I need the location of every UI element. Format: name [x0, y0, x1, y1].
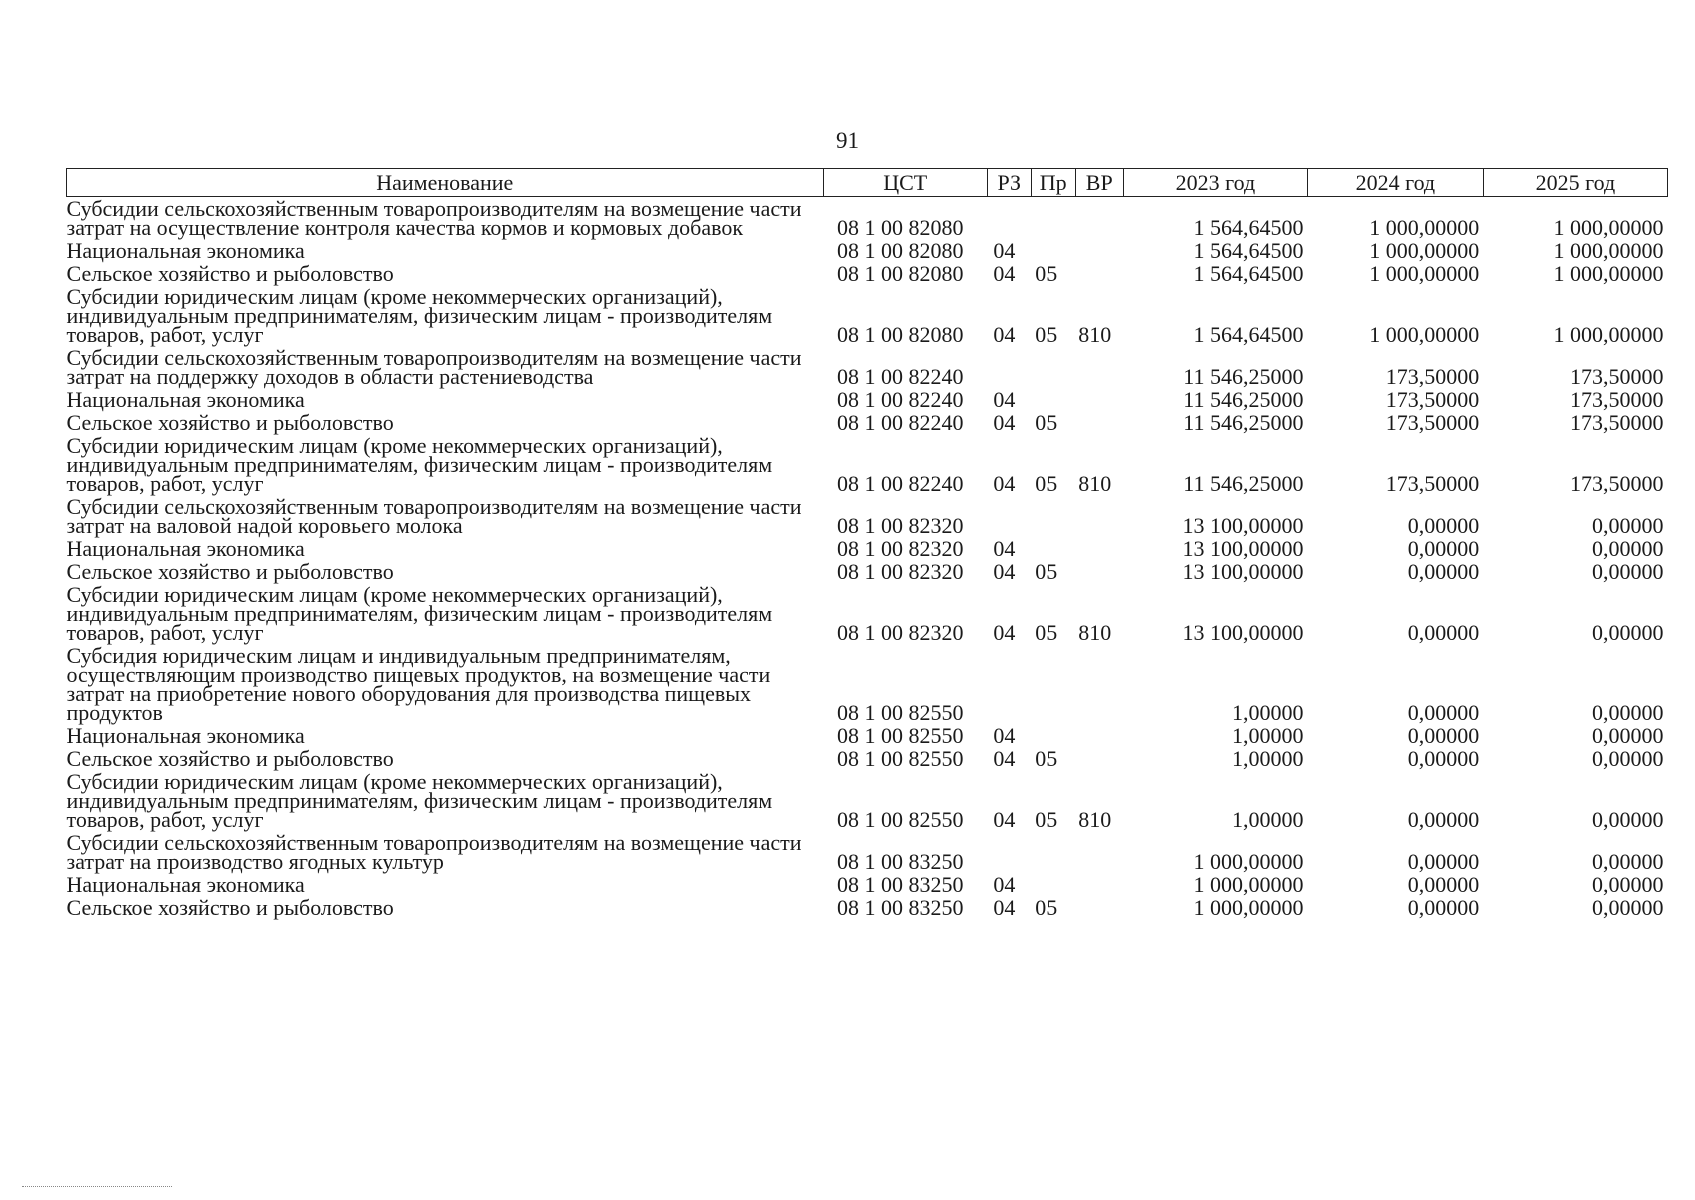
row-rz: 04 — [993, 536, 1016, 561]
row-amount-2024: 173,50000 — [1385, 387, 1480, 412]
row-cst: 08 1 00 82240 — [837, 364, 964, 389]
row-name: Сельское хозяйство и рыболовство — [66, 410, 394, 435]
row-rz: 04 — [993, 471, 1016, 496]
row-name: Сельское хозяйство и рыболовство — [66, 746, 394, 771]
row-amount-2024: 0,00000 — [1407, 807, 1480, 832]
row-amount-2023: 1,00000 — [1231, 746, 1304, 771]
row-pr: 05 — [1035, 895, 1058, 920]
row-pr — [1031, 347, 1075, 389]
row-pr: 05 — [1035, 620, 1058, 645]
row-amount-2024: 0,00000 — [1407, 536, 1480, 561]
row-amount-2024: 0,00000 — [1407, 620, 1480, 645]
table-row — [67, 771, 1668, 832]
row-vr — [1075, 874, 1123, 897]
row-rz: 04 — [993, 620, 1016, 645]
row-pr: 05 — [1035, 746, 1058, 771]
row-name: Субсидия юридическим лицам и индивидуальным предпринимателям, осуществляющим производство пищевых продуктов, на возмещение части затрат на приобретение нового оборудования для производства пищевых продуктов — [66, 643, 771, 725]
row-name: Национальная экономика — [66, 872, 305, 897]
row-cst: 08 1 00 82240 — [837, 471, 964, 496]
table-row — [67, 725, 1668, 748]
row-amount-2025: 1 000,00000 — [1553, 322, 1664, 347]
row-cst: 08 1 00 82080 — [837, 238, 964, 263]
header-vr: ВР — [1075, 169, 1123, 197]
table-body — [67, 197, 1668, 921]
row-rz: 04 — [993, 410, 1016, 435]
row-name: Субсидии сельскохозяйственным товаропроизводителям на возмещение части затрат на производство ягодных культур — [66, 830, 802, 874]
row-rz: 04 — [993, 807, 1016, 832]
row-amount-2023: 1 564,64500 — [1193, 238, 1304, 263]
row-pr: 05 — [1035, 261, 1058, 286]
row-amount-2023: 1,00000 — [1231, 807, 1304, 832]
row-name: Субсидии юридическим лицам (кроме некоммерческих организаций), индивидуальным предпринимателям, физическим лицам - производителям товаров, работ, услуг — [66, 582, 773, 645]
row-amount-2025: 173,50000 — [1570, 471, 1664, 496]
row-amount-2024: 0,00000 — [1407, 849, 1480, 874]
row-vr — [1075, 832, 1123, 874]
row-vr — [1075, 725, 1123, 748]
row-amount-2024: 0,00000 — [1407, 700, 1480, 725]
row-name: Субсидии сельскохозяйственным товаропроизводителям на возмещение части затрат на поддержку доходов в области растениеводства — [66, 345, 802, 389]
row-amount-2025: 0,00000 — [1592, 513, 1664, 538]
row-amount-2023: 1 564,64500 — [1193, 261, 1304, 286]
row-rz: 04 — [993, 746, 1016, 771]
table-row — [67, 645, 1668, 725]
row-pr — [1031, 197, 1075, 241]
row-name: Национальная экономика — [66, 387, 305, 412]
row-amount-2025: 0,00000 — [1592, 872, 1664, 897]
row-amount-2023: 11 546,25000 — [1183, 410, 1304, 435]
row-name: Субсидии юридическим лицам (кроме некоммерческих организаций), индивидуальным предпринимателям, физическим лицам - производителям товаров, работ, услуг — [66, 769, 773, 832]
table-row — [67, 389, 1668, 412]
row-amount-2024: 0,00000 — [1407, 746, 1480, 771]
row-cst: 08 1 00 82320 — [837, 513, 964, 538]
scan-artifact-line — [22, 1186, 172, 1188]
table-row — [67, 412, 1668, 435]
row-cst: 08 1 00 82080 — [837, 261, 964, 286]
row-name: Субсидии юридическим лицам (кроме некоммерческих организаций), индивидуальным предпринимателям, физическим лицам - производителям товаров, работ, услуг — [66, 433, 773, 496]
row-amount-2024: 173,50000 — [1385, 364, 1480, 389]
header-cst: ЦСТ — [823, 169, 987, 197]
header-2023: 2023 год — [1123, 169, 1307, 197]
row-rz: 04 — [993, 559, 1016, 584]
row-amount-2025: 0,00000 — [1592, 620, 1664, 645]
table-row — [67, 263, 1668, 286]
row-rz — [987, 347, 1031, 389]
row-rz: 04 — [993, 872, 1016, 897]
row-name: Национальная экономика — [66, 723, 305, 748]
row-amount-2025: 0,00000 — [1592, 559, 1664, 584]
table-row — [67, 197, 1668, 241]
row-pr — [1031, 645, 1075, 725]
row-amount-2025: 0,00000 — [1592, 895, 1664, 920]
row-vr — [1075, 897, 1123, 920]
row-pr: 05 — [1035, 410, 1058, 435]
row-pr — [1031, 240, 1075, 263]
row-rz — [987, 197, 1031, 241]
row-amount-2024: 1 000,00000 — [1369, 322, 1480, 347]
row-amount-2025: 0,00000 — [1592, 849, 1664, 874]
table-row — [67, 561, 1668, 584]
row-amount-2024: 173,50000 — [1385, 410, 1480, 435]
row-name: Субсидии сельскохозяйственным товаропроизводителям на возмещение части затрат на валовой надой коровьего молока — [66, 494, 802, 538]
row-amount-2023: 11 546,25000 — [1183, 387, 1304, 412]
row-cst: 08 1 00 83250 — [837, 872, 964, 897]
row-name: Субсидии сельскохозяйственным товаропроизводителям на возмещение части затрат на осуществление контроля качества кормов и кормовых добавок — [66, 196, 802, 240]
row-rz: 04 — [993, 238, 1016, 263]
table-row — [67, 584, 1668, 645]
row-cst: 08 1 00 82550 — [837, 700, 964, 725]
row-amount-2023: 1 564,64500 — [1193, 215, 1304, 240]
row-amount-2025: 173,50000 — [1570, 410, 1664, 435]
row-amount-2023: 1 000,00000 — [1193, 895, 1304, 920]
row-pr — [1031, 832, 1075, 874]
row-cst: 08 1 00 82550 — [837, 807, 964, 832]
row-amount-2024: 0,00000 — [1407, 513, 1480, 538]
header-pr: Пр — [1031, 169, 1075, 197]
row-cst: 08 1 00 82320 — [837, 559, 964, 584]
table-row — [67, 240, 1668, 263]
row-name: Национальная экономика — [66, 238, 305, 263]
table-row — [67, 496, 1668, 538]
row-vr: 810 — [1078, 807, 1112, 832]
table-header — [67, 169, 1668, 197]
row-name: Сельское хозяйство и рыболовство — [66, 261, 394, 286]
row-rz — [987, 832, 1031, 874]
row-amount-2024: 0,00000 — [1407, 723, 1480, 748]
row-cst: 08 1 00 82550 — [837, 723, 964, 748]
row-pr — [1031, 496, 1075, 538]
row-vr — [1075, 538, 1123, 561]
header-name: Наименование — [67, 169, 824, 197]
row-amount-2024: 1 000,00000 — [1369, 261, 1480, 286]
table-row — [67, 286, 1668, 347]
row-amount-2025: 0,00000 — [1592, 700, 1664, 725]
row-rz — [987, 496, 1031, 538]
row-vr — [1075, 263, 1123, 286]
row-pr — [1031, 874, 1075, 897]
table-row — [67, 538, 1668, 561]
table-row — [67, 897, 1668, 920]
row-amount-2024: 0,00000 — [1407, 559, 1480, 584]
row-name: Национальная экономика — [66, 536, 305, 561]
row-pr: 05 — [1035, 322, 1058, 347]
row-vr — [1075, 748, 1123, 771]
row-vr — [1075, 645, 1123, 725]
table-row — [67, 874, 1668, 897]
row-vr: 810 — [1078, 322, 1112, 347]
row-amount-2025: 1 000,00000 — [1553, 238, 1664, 263]
row-vr — [1075, 561, 1123, 584]
row-vr — [1075, 412, 1123, 435]
row-amount-2025: 0,00000 — [1592, 536, 1664, 561]
row-rz: 04 — [993, 387, 1016, 412]
row-cst: 08 1 00 83250 — [837, 895, 964, 920]
row-name: Сельское хозяйство и рыболовство — [66, 895, 394, 920]
row-cst: 08 1 00 82240 — [837, 387, 964, 412]
row-amount-2024: 1 000,00000 — [1369, 215, 1480, 240]
row-pr — [1031, 389, 1075, 412]
row-amount-2023: 1,00000 — [1231, 700, 1304, 725]
row-name: Сельское хозяйство и рыболовство — [66, 559, 394, 584]
row-vr: 810 — [1078, 471, 1112, 496]
row-amount-2023: 1,00000 — [1231, 723, 1304, 748]
row-vr — [1075, 496, 1123, 538]
row-cst: 08 1 00 82080 — [837, 215, 964, 240]
row-amount-2025: 0,00000 — [1592, 746, 1664, 771]
row-vr: 810 — [1078, 620, 1112, 645]
row-amount-2023: 13 100,00000 — [1182, 536, 1304, 561]
row-cst: 08 1 00 82320 — [837, 536, 964, 561]
row-rz: 04 — [993, 895, 1016, 920]
row-rz: 04 — [993, 322, 1016, 347]
row-amount-2025: 0,00000 — [1592, 723, 1664, 748]
row-amount-2023: 1 000,00000 — [1193, 849, 1304, 874]
row-amount-2024: 1 000,00000 — [1369, 238, 1480, 263]
row-amount-2024: 173,50000 — [1385, 471, 1480, 496]
row-pr — [1031, 725, 1075, 748]
table-row — [67, 832, 1668, 874]
header-rz: РЗ — [987, 169, 1031, 197]
header-row — [67, 169, 1668, 197]
row-amount-2023: 11 546,25000 — [1183, 471, 1304, 496]
row-vr — [1075, 389, 1123, 412]
row-amount-2023: 1 564,64500 — [1193, 322, 1304, 347]
row-amount-2025: 0,00000 — [1592, 807, 1664, 832]
header-2024: 2024 год — [1307, 169, 1483, 197]
row-pr: 05 — [1035, 471, 1058, 496]
row-vr — [1075, 240, 1123, 263]
row-amount-2023: 13 100,00000 — [1182, 559, 1304, 584]
row-amount-2025: 173,50000 — [1570, 387, 1664, 412]
row-rz: 04 — [993, 261, 1016, 286]
row-cst: 08 1 00 82240 — [837, 410, 964, 435]
row-pr — [1031, 538, 1075, 561]
row-amount-2024: 0,00000 — [1407, 872, 1480, 897]
row-pr: 05 — [1035, 807, 1058, 832]
row-amount-2023: 1 000,00000 — [1193, 872, 1304, 897]
budget-table — [66, 168, 1668, 920]
row-rz — [987, 645, 1031, 725]
row-rz: 04 — [993, 723, 1016, 748]
table-row — [67, 748, 1668, 771]
row-vr — [1075, 197, 1123, 241]
row-cst: 08 1 00 82080 — [837, 322, 964, 347]
row-vr — [1075, 347, 1123, 389]
row-name: Субсидии юридическим лицам (кроме некоммерческих организаций), индивидуальным предпринимателям, физическим лицам - производителям товаров, работ, услуг — [66, 284, 773, 347]
row-amount-2025: 173,50000 — [1570, 364, 1664, 389]
row-amount-2025: 1 000,00000 — [1553, 261, 1664, 286]
row-amount-2025: 1 000,00000 — [1553, 215, 1664, 240]
row-amount-2023: 13 100,00000 — [1182, 620, 1304, 645]
row-amount-2023: 11 546,25000 — [1183, 364, 1304, 389]
row-pr: 05 — [1035, 559, 1058, 584]
row-cst: 08 1 00 82320 — [837, 620, 964, 645]
table-row — [67, 435, 1668, 496]
table-row — [67, 347, 1668, 389]
row-cst: 08 1 00 82550 — [837, 746, 964, 771]
row-cst: 08 1 00 83250 — [837, 849, 964, 874]
page-number: 91 — [836, 128, 859, 153]
row-amount-2024: 0,00000 — [1407, 895, 1480, 920]
header-2025: 2025 год — [1483, 169, 1667, 197]
row-amount-2023: 13 100,00000 — [1182, 513, 1304, 538]
